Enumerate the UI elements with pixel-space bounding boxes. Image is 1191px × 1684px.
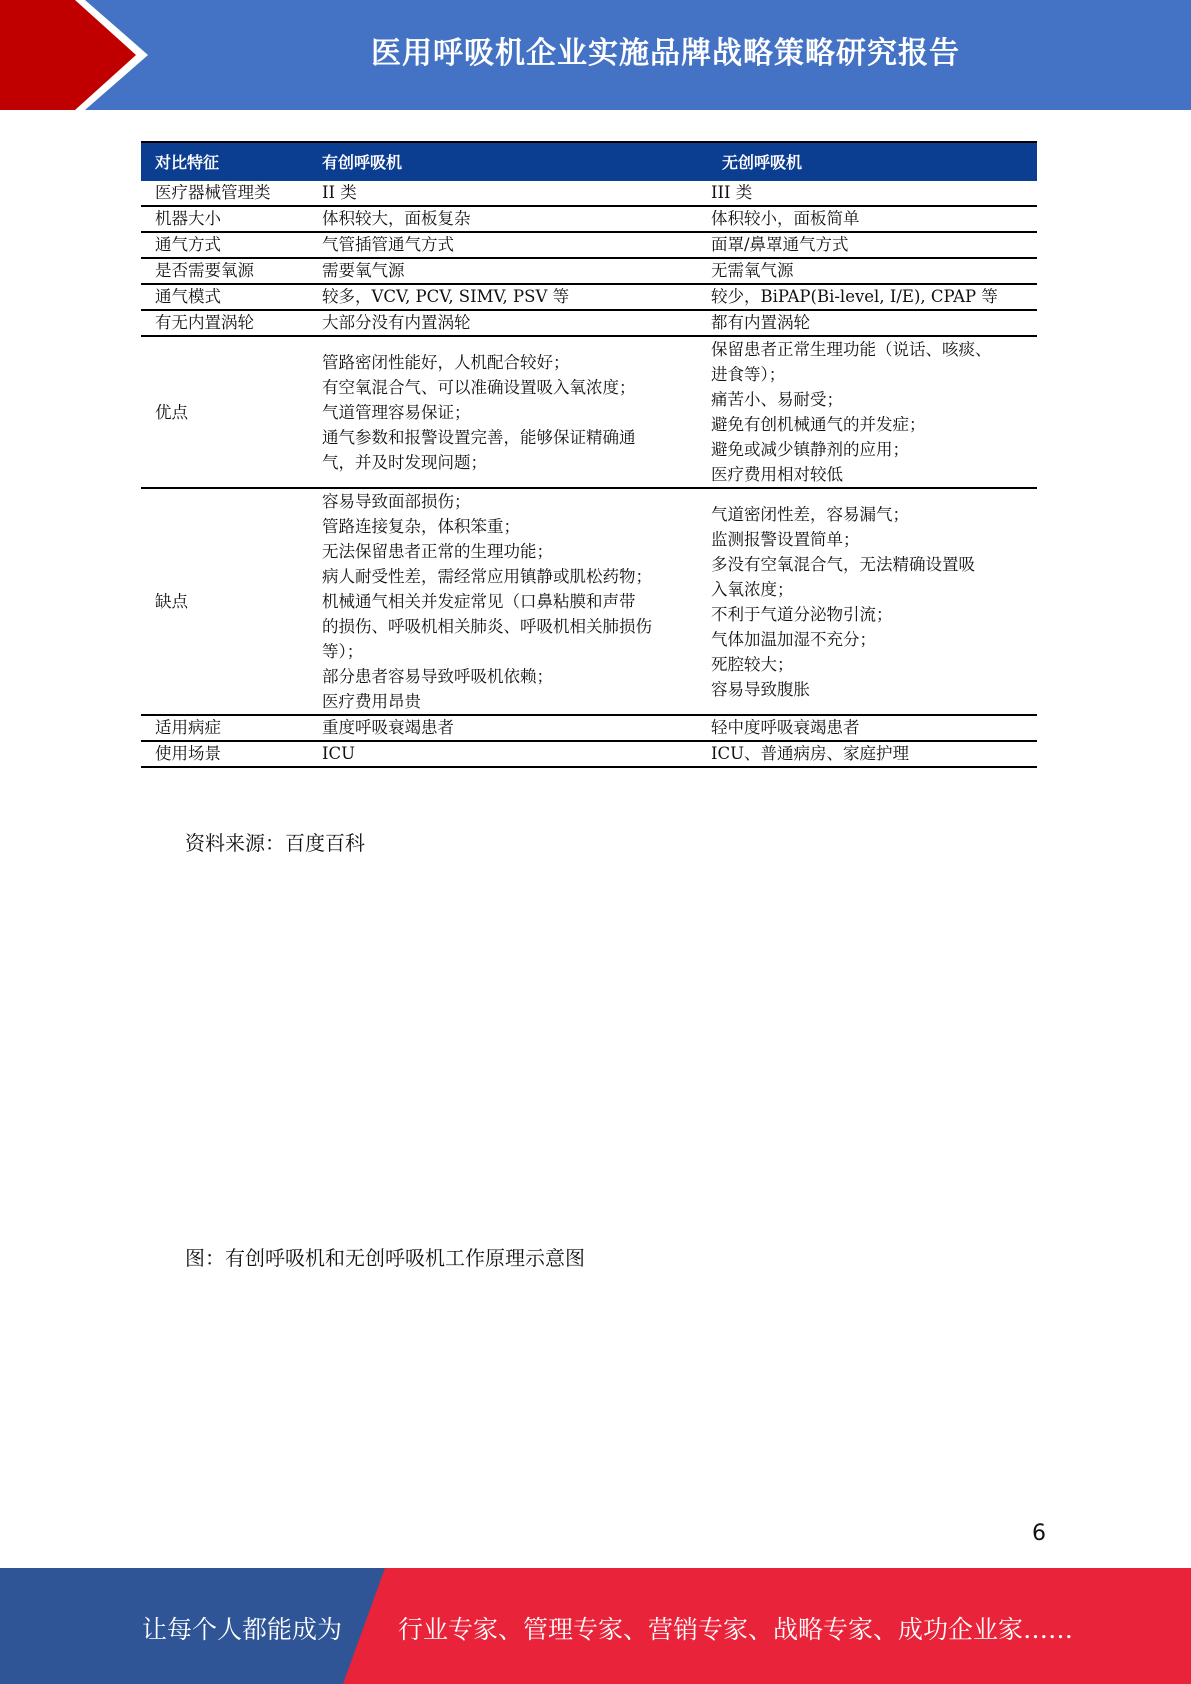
feature-cell: 通气模式: [141, 284, 308, 310]
table-row: [141, 258, 1037, 284]
table-row: [141, 206, 1037, 232]
invasive-cell-line: 需要氧气源: [322, 261, 405, 280]
table-row: [141, 488, 1037, 715]
table-row: [141, 232, 1037, 258]
noninvasive-cell-line: 多没有空氧混合气，无法精确设置吸: [711, 554, 975, 574]
comparison-table: [141, 141, 1037, 768]
feature-cell: 使用场景: [141, 741, 308, 767]
page-number: 6: [1032, 1521, 1046, 1546]
page-footer: [0, 1568, 1191, 1684]
table-row: [141, 715, 1037, 741]
noninvasive-cell-line: ICU、普通病房、家庭护理: [711, 744, 910, 763]
invasive-cell-line: 等）；: [322, 642, 364, 661]
invasive-cell-line: ICU: [322, 744, 356, 763]
invasive-cell-line: 较多，VCV, PCV, SIMV, PSV 等: [322, 287, 570, 306]
invasive-cell-line: 重度呼吸衰竭患者: [322, 718, 454, 737]
header-invasive: 有创呼吸机: [308, 142, 708, 181]
table-body: [141, 181, 1037, 767]
footer-slogan-right: 行业专家、管理专家、营销专家、战略专家、成功企业家……: [398, 1615, 1074, 1644]
noninvasive-cell: [708, 232, 1037, 258]
table-row: [141, 741, 1037, 767]
noninvasive-cell: [708, 715, 1037, 741]
invasive-cell: [308, 232, 708, 258]
invasive-cell-line: 容易导致面部损伤；: [322, 492, 471, 511]
table-row: [141, 336, 1037, 488]
feature-cell: 优点: [141, 336, 308, 488]
table-row: [141, 310, 1037, 336]
noninvasive-cell-line: 气道密闭性差，容易漏气；: [711, 504, 909, 524]
noninvasive-cell-line: 气体加温加湿不充分；: [711, 629, 876, 649]
feature-cell: 有无内置涡轮: [141, 310, 308, 336]
invasive-cell-line: 大部分没有内置涡轮: [322, 313, 471, 332]
noninvasive-cell: [708, 741, 1037, 767]
table-row: [141, 181, 1037, 206]
noninvasive-cell-line: 无需氧气源: [711, 261, 794, 280]
noninvasive-cell-line: 医疗费用相对较低: [711, 465, 843, 484]
invasive-cell: [308, 258, 708, 284]
noninvasive-cell-line: 都有内置涡轮: [711, 313, 810, 332]
feature-cell: 适用病症: [141, 715, 308, 741]
invasive-cell-line: 病人耐受性差，需经常应用镇静或肌松药物；: [322, 567, 652, 586]
header-noninvasive: 无创呼吸机: [708, 142, 1037, 181]
invasive-cell: [308, 310, 708, 336]
invasive-cell-line: II 类: [322, 183, 357, 202]
feature-cell: 缺点: [141, 488, 308, 715]
table-header-row: [141, 142, 1037, 181]
feature-cell: 医疗器械管理类: [141, 181, 308, 206]
noninvasive-cell-line: 保留患者正常生理功能（说话、咳痰、: [711, 340, 992, 359]
invasive-cell-line: 气管插管通气方式: [322, 235, 454, 254]
noninvasive-cell-line: 体积较小，面板简单: [711, 209, 860, 228]
invasive-cell-line: 管路密闭性能好，人机配合较好；: [322, 352, 570, 372]
noninvasive-cell: [708, 181, 1037, 206]
header-chevron-decoration: [0, 0, 150, 110]
invasive-cell: [308, 206, 708, 232]
invasive-cell-line: 医疗费用昂贵: [322, 692, 421, 711]
noninvasive-cell-line: 死腔较大；: [711, 654, 794, 674]
invasive-cell-line: 气，并及时发现问题；: [322, 452, 487, 472]
invasive-cell: [308, 181, 708, 206]
invasive-cell: [308, 336, 708, 488]
noninvasive-cell-line: 进食等）；: [711, 365, 786, 384]
noninvasive-cell-line: 轻中度呼吸衰竭患者: [711, 718, 860, 737]
noninvasive-cell-line: 痛苦小、易耐受；: [711, 390, 843, 409]
noninvasive-cell-line: III 类: [711, 183, 753, 202]
footer-slogan-left: 让每个人都能成为: [142, 1615, 343, 1644]
invasive-cell-line: 机械通气相关并发症常见（口鼻粘膜和声带: [322, 592, 636, 611]
noninvasive-cell-line: 较少，BiPAP(Bi-level, I/E), CPAP 等: [711, 287, 998, 306]
noninvasive-cell: [708, 206, 1037, 232]
invasive-cell-line: 的损伤、呼吸机相关肺炎、呼吸机相关肺损伤: [322, 617, 652, 636]
noninvasive-cell: [708, 284, 1037, 310]
feature-cell: 通气方式: [141, 232, 308, 258]
invasive-cell-line: 管路连接复杂，体积笨重；: [322, 517, 520, 536]
noninvasive-cell-line: 监测报警设置简单；: [711, 529, 860, 549]
noninvasive-cell-line: 不利于气道分泌物引流；: [711, 604, 893, 624]
invasive-cell: [308, 715, 708, 741]
invasive-cell-line: 体积较大，面板复杂: [322, 209, 471, 228]
invasive-cell: [308, 488, 708, 715]
noninvasive-cell: [708, 310, 1037, 336]
noninvasive-cell-line: 容易导致腹胀: [711, 679, 810, 699]
noninvasive-cell-line: 面罩/鼻罩通气方式: [711, 235, 849, 254]
invasive-cell: [308, 741, 708, 767]
feature-cell: 机器大小: [141, 206, 308, 232]
invasive-cell-line: 气道管理容易保证；: [322, 402, 471, 422]
noninvasive-cell: [708, 258, 1037, 284]
invasive-cell-line: 通气参数和报警设置完善，能够保证精确通: [322, 427, 636, 447]
document-title: 医用呼吸机企业实施品牌战略策略研究报告: [371, 36, 960, 71]
invasive-cell-line: 有空氧混合气、可以准确设置吸入氧浓度；: [322, 377, 636, 397]
page-header: [0, 0, 1191, 110]
noninvasive-cell: [708, 336, 1037, 488]
header-feature: 对比特征: [141, 142, 308, 181]
noninvasive-cell-line: 避免或减少镇静剂的应用；: [711, 440, 909, 459]
noninvasive-cell-line: 避免有创机械通气的并发症；: [711, 415, 926, 434]
noninvasive-cell-line: 入氧浓度；: [711, 579, 794, 599]
noninvasive-cell: [708, 488, 1037, 715]
invasive-cell-line: 部分患者容易导致呼吸机依赖；: [322, 667, 553, 686]
figure-caption: 图：有创呼吸机和无创呼吸机工作原理示意图: [185, 1246, 585, 1270]
table-row: [141, 284, 1037, 310]
invasive-cell: [308, 284, 708, 310]
invasive-cell-line: 无法保留患者正常的生理功能；: [322, 542, 553, 561]
source-note: 资料来源：百度百科: [185, 831, 365, 855]
feature-cell: 是否需要氧源: [141, 258, 308, 284]
